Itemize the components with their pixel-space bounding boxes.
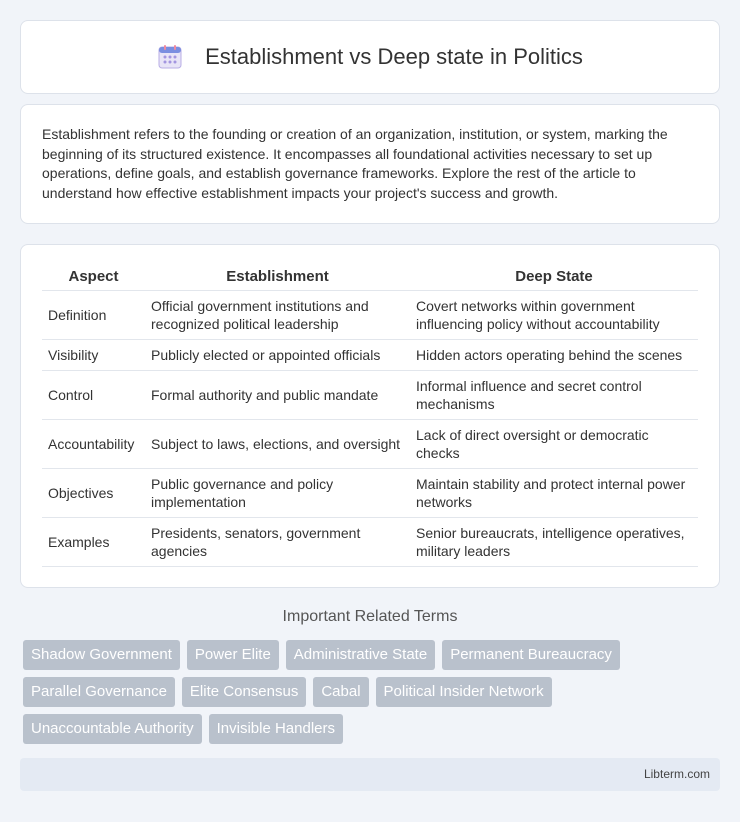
header-card (20, 20, 720, 94)
table-row (42, 517, 698, 566)
row-deep-state: Senior bureaucrats, intelligence operatives, military leaders (410, 517, 698, 566)
tag-parallel-governance[interactable]: Parallel Governance (23, 677, 175, 707)
tag-political-insider-network[interactable]: Political Insider Network (376, 677, 552, 707)
table-row (42, 290, 698, 339)
table-row (42, 419, 698, 468)
tag-shadow-government[interactable]: Shadow Government (23, 640, 180, 670)
row-aspect: Accountability (42, 419, 145, 468)
intro-text: Establishment refers to the founding or creation of an organization, institution, or system, marking the beginning of its structured existence. It encompasses all foundational activities necessary to set up operations, define goals, and establish governance frameworks. Explore the rest of the article to understand how effective establishment impacts your project's success and growth. (42, 126, 668, 201)
related-terms-title: Important Related Terms (282, 608, 458, 625)
tag-unaccountable-authority[interactable]: Unaccountable Authority (23, 714, 202, 744)
row-deep-state: Lack of direct oversight or democratic checks (410, 419, 698, 468)
row-aspect: Objectives (42, 468, 145, 517)
tag-power-elite[interactable]: Power Elite (187, 640, 279, 670)
table-row (42, 468, 698, 517)
row-establishment: Official government institutions and recognized political leadership (145, 290, 410, 339)
intro-card (20, 104, 720, 224)
tag-permanent-bureaucracy[interactable]: Permanent Bureaucracy (442, 640, 620, 670)
table-row (42, 339, 698, 370)
row-establishment: Formal authority and public mandate (145, 370, 410, 419)
tag-cabal[interactable]: Cabal (313, 677, 368, 707)
tag-elite-consensus[interactable]: Elite Consensus (182, 677, 306, 707)
header-establishment: Establishment (145, 263, 410, 290)
row-establishment: Publicly elected or appointed officials (145, 339, 410, 370)
calendar-icon (157, 44, 183, 70)
comparison-card (20, 244, 720, 588)
row-deep-state: Maintain stability and protect internal power networks (410, 468, 698, 517)
row-aspect: Examples (42, 517, 145, 566)
row-aspect: Control (42, 370, 145, 419)
row-establishment: Subject to laws, elections, and oversight (145, 419, 410, 468)
table-row (42, 370, 698, 419)
row-deep-state: Covert networks within government influencing policy without accountability (410, 290, 698, 339)
row-deep-state: Hidden actors operating behind the scenes (410, 339, 698, 370)
row-aspect: Definition (42, 290, 145, 339)
row-establishment: Public governance and policy implementation (145, 468, 410, 517)
row-deep-state: Informal influence and secret control mechanisms (410, 370, 698, 419)
table-header-row (42, 263, 698, 290)
tag-administrative-state[interactable]: Administrative State (286, 640, 435, 670)
comparison-table (42, 263, 698, 567)
header-deep-state: Deep State (410, 263, 698, 290)
row-establishment: Presidents, senators, government agencies (145, 517, 410, 566)
related-terms-tags (23, 640, 703, 744)
header-aspect: Aspect (42, 263, 145, 290)
footer-brand-link[interactable]: Libterm.com (643, 767, 710, 781)
footer (20, 758, 720, 791)
row-aspect: Visibility (42, 339, 145, 370)
tag-invisible-handlers[interactable]: Invisible Handlers (209, 714, 343, 744)
page-title: Establishment vs Deep state in Politics (205, 44, 583, 69)
